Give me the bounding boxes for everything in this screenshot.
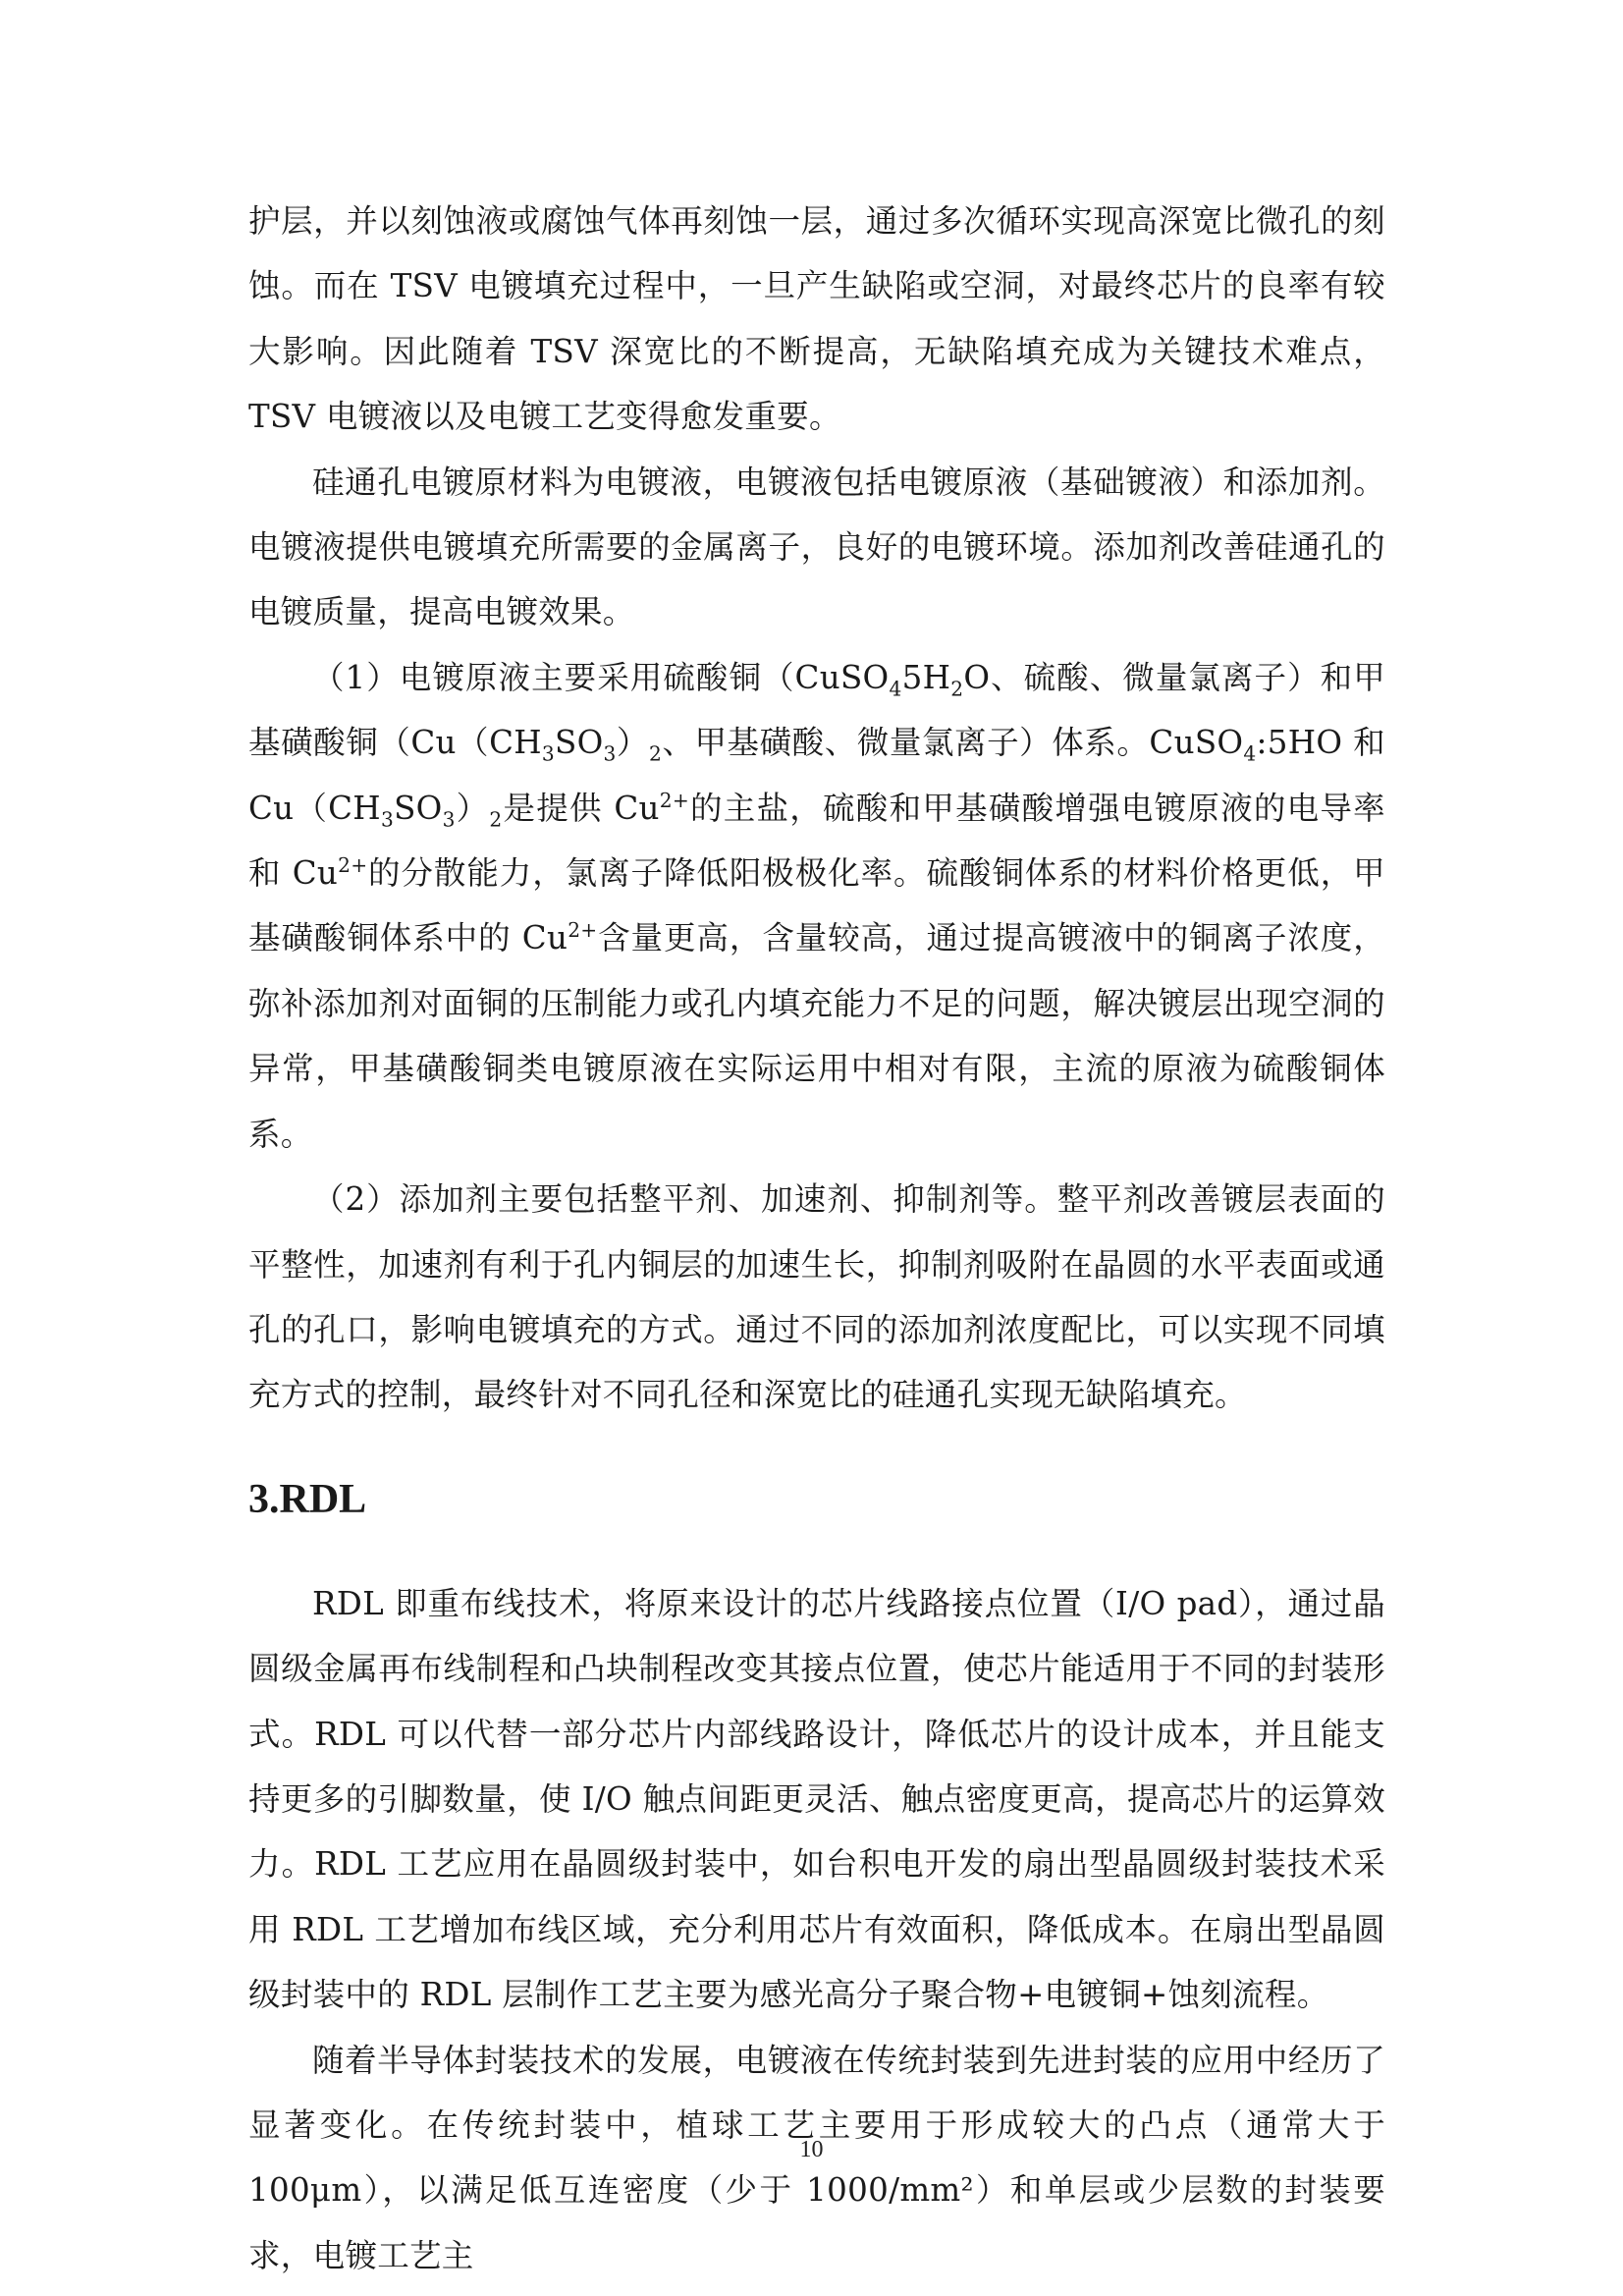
- paragraph-packaging-evolution: 随着半导体封装技术的发展，电镀液在传统封装到先进封装的应用中经历了显著变化。在传统封装中，植球工艺主要用于形成较大的凸点（通常大于 100μm），以满足低互连密度（少于 1000/mm²）和单层或少层数的封装要求，电镀工艺主: [248, 2041, 1385, 2274]
- page-number: 10: [799, 2137, 824, 2162]
- paragraph-plating-base-solution: （1）电镀原液主要采用硫酸铜（$CuSO_45H_2O$、硫酸、微量氯离子）和甲基磺酸铜（$Cu(CH_3SO_3)_2$、甲基磺酸、微量氯离子）体系。CuSO$_4$:5HO 和 $Cu(CH_3SO_3)_2$是提供 $Cu^{2+}$的主盐，硫酸和甲基磺酸增强电镀原液的电导率和 $Cu^{2+}$的分散能力，氯离子降低阳极极化率。硫酸铜体系的材料价格更低，甲基磺酸铜体系中的 $Cu^{2+}$含量更高，含量较高，通过提高镀液中的铜离子浓度，弥补添加剂对面铜的压制能力或孔内填充能力不足的问题，解决镀层出现空洞的异常，甲基磺酸铜类电镀原液在实际运用中相对有限，主流的原液为硫酸铜体系。: [248, 658, 1386, 1153]
- paragraph-rdl-intro: RDL 即重布线技术，将原来设计的芯片线路接点位置（I/O pad），通过晶圆级金属再布线制程和凸块制程改变其接点位置，使芯片能适用于不同的封装形式。RDL 可以代替一部分芯片内部线路设计，降低芯片的设计成本，并且能支持更多的引脚数量，使 I/O 触点间距更灵活、触点密度更高，提高芯片的运算效力。RDL 工艺应用在晶圆级封装中，如台积电开发的扇出型晶圆级封装技术采用 RDL 工艺增加布线区域，充分利用芯片有效面积，降低成本。在扇出型晶圆级封装中的 RDL 层制作工艺主要为感光高分子聚合物+电镀铜+蚀刻流程。: [248, 1584, 1385, 2014]
- body-text: [248, 189, 1385, 2288]
- paragraph-tsv-continued: 护层，并以刻蚀液或腐蚀气体再刻蚀一层，通过多次循环实现高深宽比微孔的刻蚀。而在 TSV 电镀填充过程中，一旦产生缺陷或空洞，对最终芯片的良率有较大影响。因此随着 TSV 深宽比的不断提高，无缺陷填充成为关键技术难点，TSV 电镀液以及电镀工艺变得愈发重要。: [248, 202, 1385, 436]
- paragraph-plating-materials: 硅通孔电镀原材料为电镀液，电镀液包括电镀原液（基础镀液）和添加剂。电镀液提供电镀填充所需要的金属离子，良好的电镀环境。添加剂改善硅通孔的电镀质量，提高电镀效果。: [248, 463, 1385, 631]
- section-heading-rdl: 3.RDL: [248, 1476, 367, 1522]
- paragraph-additives: （2）添加剂主要包括整平剂、加速剂、抑制剂等。整平剂改善镀层表面的平整性，加速剂有利于孔内铜层的加速生长，抑制剂吸附在晶圆的水平表面或通孔的孔口，影响电镀填充的方式。通过不同的添加剂浓度配比，可以实现不同填充方式的控制，最终针对不同孔径和深宽比的硅通孔实现无缺陷填充。: [248, 1180, 1385, 1414]
